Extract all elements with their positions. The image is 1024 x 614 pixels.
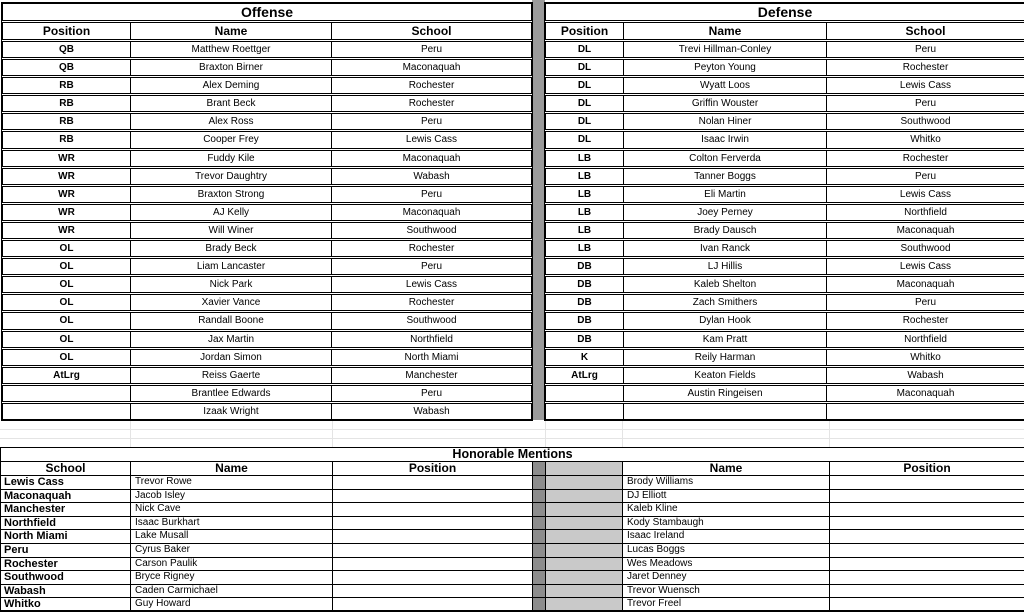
offense-school-cell: Rochester <box>331 241 531 256</box>
defense-row <box>545 294 1024 311</box>
offense-position-cell: OL <box>59 351 74 363</box>
hm-name-left-cell: Bryce Rigney <box>130 571 332 585</box>
defense-school-cell: Northfield <box>826 205 1024 220</box>
hm-spacer-light-cell <box>545 598 622 612</box>
offense-name-cell: Xavier Vance <box>130 295 331 310</box>
defense-row <box>545 113 1024 130</box>
defense-row <box>545 131 1024 148</box>
defense-school-cell: Wabash <box>826 368 1024 383</box>
defense-header-school: School <box>826 23 1024 39</box>
offense-school-cell: Maconaquah <box>331 151 531 166</box>
hm-position-right-cell <box>829 490 1024 504</box>
hm-spacer-light-cell <box>545 571 622 585</box>
offense-position-cell: OL <box>59 333 74 345</box>
defense-row <box>545 77 1024 94</box>
offense-row <box>2 312 532 329</box>
hm-header-position-right: Position <box>829 462 1024 476</box>
gridline <box>0 429 1024 430</box>
offense-row <box>2 385 532 402</box>
offense-name-cell: Brant Beck <box>130 96 331 111</box>
offense-school-cell: Southwood <box>331 313 531 328</box>
hm-spacer-light-cell <box>545 517 622 531</box>
honorable-mentions-table <box>0 447 1024 612</box>
hm-spacer-dark-cell <box>532 544 545 558</box>
defense-position-cell: DB <box>577 279 592 291</box>
defense-name-cell: Tanner Boggs <box>623 169 826 184</box>
hm-position-right-cell <box>829 530 1024 544</box>
hm-position-left-cell <box>332 571 532 585</box>
honorable-mentions-row <box>0 585 1024 599</box>
hm-spacer-dark-cell <box>532 530 545 544</box>
hm-school-cell: North Miami <box>0 530 130 544</box>
offense-school-cell: Southwood <box>331 223 531 238</box>
hm-position-left-cell <box>332 585 532 599</box>
offense-school-cell: North Miami <box>331 350 531 365</box>
defense-name-cell: Kam Pratt <box>623 332 826 347</box>
hm-school-cell: Whitko <box>0 598 130 612</box>
offense-position-cell: RB <box>59 116 74 128</box>
hm-spacer-light-cell <box>545 558 622 572</box>
defense-name-cell: Trevi Hillman-Conley <box>623 42 826 57</box>
defense-row <box>545 385 1024 402</box>
defense-position-cell: AtLrg <box>571 369 598 381</box>
hm-name-right-cell: Wes Meadows <box>622 558 829 572</box>
defense-school-cell: Southwood <box>826 241 1024 256</box>
hm-name-left-cell: Lake Musall <box>130 530 332 544</box>
offense-name-cell: Izaak Wright <box>130 404 331 419</box>
offense-school-cell: Lewis Cass <box>331 277 531 292</box>
defense-row <box>545 59 1024 76</box>
hm-spacer-light-cell <box>545 544 622 558</box>
defense-school-cell: Rochester <box>826 60 1024 75</box>
defense-school-cell: Maconaquah <box>826 223 1024 238</box>
defense-title: Defense <box>545 3 1024 21</box>
offense-position-cell: RB <box>59 98 74 110</box>
defense-name-cell: Austin Ringeisen <box>623 386 826 401</box>
offense-position-cell: OL <box>59 297 74 309</box>
gridline <box>130 421 131 447</box>
offense-name-cell: Fuddy Kile <box>130 151 331 166</box>
gridline <box>0 438 1024 439</box>
offense-header-name: Name <box>130 23 331 39</box>
offense-row <box>2 294 532 311</box>
defense-school-cell: Northfield <box>826 332 1024 347</box>
defense-row <box>545 41 1024 58</box>
offense-position-cell: OL <box>59 315 74 327</box>
honorable-mentions-header-row <box>0 462 1024 476</box>
defense-position-cell: K <box>580 351 589 363</box>
offense-school-cell: Rochester <box>331 295 531 310</box>
hm-school-cell: Maconaquah <box>0 490 130 504</box>
hm-spacer-dark-cell <box>532 571 545 585</box>
hm-spacer-light-cell <box>545 476 622 490</box>
offense-school-cell: Wabash <box>331 404 531 419</box>
defense-school-cell: Peru <box>826 42 1024 57</box>
offense-row <box>2 131 532 148</box>
offense-row <box>2 150 532 167</box>
hm-position-left-cell <box>332 544 532 558</box>
hm-spacer-dark-cell <box>532 490 545 504</box>
offense-name-cell: Will Winer <box>130 223 331 238</box>
hm-header-spacer-light <box>545 462 622 476</box>
offense-position-cell: OL <box>59 261 74 273</box>
hm-name-left-cell: Nick Cave <box>130 503 332 517</box>
defense-position-cell: DB <box>577 333 592 345</box>
defense-row <box>545 258 1024 275</box>
offense-row <box>2 331 532 348</box>
honorable-mentions-row <box>0 476 1024 490</box>
offense-name-cell: Cooper Frey <box>130 132 331 147</box>
hm-position-left-cell <box>332 598 532 612</box>
hm-position-right-cell <box>829 503 1024 517</box>
defense-position-cell: DB <box>577 297 592 309</box>
offense-name-cell: Alex Deming <box>130 78 331 93</box>
offense-school-cell: Wabash <box>331 169 531 184</box>
offense-position-cell: OL <box>59 243 74 255</box>
defense-position-cell: LB <box>577 224 592 236</box>
hm-position-left-cell <box>332 476 532 490</box>
defense-name-cell: Reily Harman <box>623 350 826 365</box>
offense-name-cell: AJ Kelly <box>130 205 331 220</box>
hm-name-left-cell: Carson Paulik <box>130 558 332 572</box>
hm-position-right-cell <box>829 558 1024 572</box>
honorable-mentions-row <box>0 517 1024 531</box>
defense-row <box>545 240 1024 257</box>
defense-school-cell: Maconaquah <box>826 386 1024 401</box>
defense-row <box>545 204 1024 221</box>
defense-table <box>545 3 1024 420</box>
defense-school-cell: Peru <box>826 96 1024 111</box>
defense-row <box>545 331 1024 348</box>
offense-header-row <box>2 22 532 40</box>
hm-spacer-light-cell <box>545 503 622 517</box>
offense-table <box>2 3 532 420</box>
hm-school-cell: Manchester <box>0 503 130 517</box>
offense-position-cell: AtLrg <box>53 369 80 381</box>
offense-position-cell <box>3 404 130 419</box>
offense-position-cell: QB <box>59 44 74 55</box>
defense-row <box>545 150 1024 167</box>
honorable-mentions-row <box>0 571 1024 585</box>
offense-name-cell: Liam Lancaster <box>130 259 331 274</box>
defense-name-cell: Peyton Young <box>623 60 826 75</box>
defense-name-cell: Colton Ferverda <box>623 151 826 166</box>
offense-position-cell: OL <box>59 279 74 291</box>
hm-position-left-cell <box>332 517 532 531</box>
defense-school-cell: Peru <box>826 295 1024 310</box>
hm-name-left-cell: Jacob Isley <box>130 490 332 504</box>
defense-row <box>545 95 1024 112</box>
defense-school-cell: Lewis Cass <box>826 78 1024 93</box>
defense-name-cell: Zach Smithers <box>623 295 826 310</box>
defense-header-position: Position <box>560 24 609 38</box>
gridline <box>622 421 623 447</box>
defense-row <box>545 403 1024 420</box>
defense-position-cell: DB <box>577 261 592 273</box>
defense-name-cell: Nolan Hiner <box>623 114 826 129</box>
offense-header-school: School <box>331 23 531 39</box>
honorable-mentions-row <box>0 558 1024 572</box>
defense-school-cell: Peru <box>826 169 1024 184</box>
defense-position-cell <box>546 386 623 401</box>
defense-school-cell: Southwood <box>826 114 1024 129</box>
offense-name-cell: Trevor Daughtry <box>130 169 331 184</box>
offense-school-cell: Lewis Cass <box>331 132 531 147</box>
defense-school-cell <box>826 404 1024 419</box>
offense-name-cell: Randall Boone <box>130 313 331 328</box>
defense-position-cell: DL <box>577 98 592 110</box>
hm-name-right-cell: Jaret Denney <box>622 571 829 585</box>
hm-spacer-dark-cell <box>532 503 545 517</box>
offense-row <box>2 349 532 366</box>
hm-header-school: School <box>0 462 130 476</box>
hm-name-left-cell: Trevor Rowe <box>130 476 332 490</box>
offense-title: Offense <box>2 3 532 21</box>
hm-school-cell: Wabash <box>0 585 130 599</box>
hm-header-position-left: Position <box>332 462 532 476</box>
defense-name-cell: Joey Perney <box>623 205 826 220</box>
hm-name-left-cell: Guy Howard <box>130 598 332 612</box>
defense-name-cell: Wyatt Loos <box>623 78 826 93</box>
defense-position-cell: LB <box>577 243 592 255</box>
offense-position-cell: WR <box>58 224 75 236</box>
defense-name-cell: Dylan Hook <box>623 313 826 328</box>
offense-row <box>2 258 532 275</box>
defense-school-cell: Maconaquah <box>826 277 1024 292</box>
hm-position-right-cell <box>829 476 1024 490</box>
defense-school-cell: Lewis Cass <box>826 187 1024 202</box>
offense-position-cell: WR <box>58 188 75 200</box>
offense-name-cell: Brady Beck <box>130 241 331 256</box>
offense-row <box>2 41 532 58</box>
defense-position-cell: DL <box>577 134 592 146</box>
offense-row <box>2 59 532 76</box>
hm-position-left-cell <box>332 558 532 572</box>
hm-name-left-cell: Caden Carmichael <box>130 585 332 599</box>
offense-school-cell: Peru <box>331 114 531 129</box>
gridline <box>332 421 333 447</box>
offense-row <box>2 240 532 257</box>
hm-school-cell: Northfield <box>0 517 130 531</box>
offense-school-cell: Maconaquah <box>331 60 531 75</box>
hm-position-right-cell <box>829 544 1024 558</box>
hm-header-name-right: Name <box>622 462 829 476</box>
hm-position-left-cell <box>332 530 532 544</box>
hm-header-spacer-dark <box>532 462 545 476</box>
hm-name-right-cell: Isaac Ireland <box>622 530 829 544</box>
hm-name-left-cell: Cyrus Baker <box>130 544 332 558</box>
defense-header-row <box>545 22 1024 40</box>
offense-name-cell: Jax Martin <box>130 332 331 347</box>
defense-school-cell: Whitko <box>826 132 1024 147</box>
defense-name-cell: Keaton Fields <box>623 368 826 383</box>
defense-name-cell: Isaac Irwin <box>623 132 826 147</box>
offense-school-cell: Rochester <box>331 96 531 111</box>
hm-spacer-dark-cell <box>532 558 545 572</box>
hm-school-cell: Southwood <box>0 571 130 585</box>
offense-school-cell: Rochester <box>331 78 531 93</box>
hm-name-right-cell: Trevor Freel <box>622 598 829 612</box>
table-divider-column <box>532 0 545 420</box>
offense-position-cell: WR <box>58 206 75 218</box>
defense-row <box>545 168 1024 185</box>
hm-school-cell: Lewis Cass <box>0 476 130 490</box>
offense-row <box>2 367 532 384</box>
hm-position-right-cell <box>829 571 1024 585</box>
defense-school-cell: Rochester <box>826 151 1024 166</box>
defense-position-cell: LB <box>577 206 592 218</box>
hm-position-left-cell <box>332 490 532 504</box>
offense-school-cell: Peru <box>331 42 531 57</box>
offense-position-cell: WR <box>58 152 75 164</box>
hm-name-right-cell: DJ Elliott <box>622 490 829 504</box>
offense-position-cell: RB <box>59 134 74 146</box>
offense-row <box>2 77 532 94</box>
hm-spacer-dark-cell <box>532 598 545 612</box>
gridline <box>829 421 830 447</box>
honorable-mentions-row <box>0 503 1024 517</box>
hm-spacer-light-cell <box>545 585 622 599</box>
offense-name-cell: Brantlee Edwards <box>130 386 331 401</box>
hm-school-cell: Rochester <box>0 558 130 572</box>
defense-position-cell: DL <box>577 80 592 92</box>
offense-row <box>2 204 532 221</box>
hm-position-left-cell <box>332 503 532 517</box>
defense-school-cell: Whitko <box>826 350 1024 365</box>
defense-name-cell: LJ Hillis <box>623 259 826 274</box>
hm-name-right-cell: Lucas Boggs <box>622 544 829 558</box>
defense-row <box>545 349 1024 366</box>
hm-school-cell: Peru <box>0 544 130 558</box>
defense-row <box>545 222 1024 239</box>
defense-name-cell <box>623 404 826 419</box>
honorable-mentions-row <box>0 490 1024 504</box>
hm-position-right-cell <box>829 585 1024 599</box>
offense-position-cell: WR <box>58 170 75 182</box>
offense-row <box>2 222 532 239</box>
offense-name-cell: Braxton Strong <box>130 187 331 202</box>
offense-row <box>2 168 532 185</box>
offense-school-cell: Manchester <box>331 368 531 383</box>
offense-name-cell: Matthew Roettger <box>130 42 331 57</box>
honorable-mentions-row <box>0 544 1024 558</box>
defense-row <box>545 186 1024 203</box>
offense-name-cell: Alex Ross <box>130 114 331 129</box>
offense-row <box>2 113 532 130</box>
defense-position-cell: DL <box>577 62 592 74</box>
offense-name-cell: Jordan Simon <box>130 350 331 365</box>
defense-name-cell: Eli Martin <box>623 187 826 202</box>
offense-position-cell <box>3 386 130 401</box>
hm-spacer-dark-cell <box>532 585 545 599</box>
defense-name-cell: Ivan Ranck <box>623 241 826 256</box>
offense-school-cell: Peru <box>331 259 531 274</box>
defense-row <box>545 367 1024 384</box>
hm-name-left-cell: Isaac Burkhart <box>130 517 332 531</box>
defense-position-cell: LB <box>577 170 592 182</box>
hm-spacer-dark-cell <box>532 517 545 531</box>
offense-row <box>2 276 532 293</box>
offense-school-cell: Northfield <box>331 332 531 347</box>
hm-position-right-cell <box>829 598 1024 612</box>
offense-row <box>2 95 532 112</box>
offense-name-cell: Reiss Gaerte <box>130 368 331 383</box>
offense-header-position: Position <box>42 24 91 38</box>
offense-position-cell: RB <box>59 80 74 92</box>
defense-position-cell: DL <box>577 44 592 55</box>
defense-position-cell <box>546 404 623 419</box>
offense-school-cell: Peru <box>331 187 531 202</box>
gridline <box>545 421 546 447</box>
defense-school-cell: Rochester <box>826 313 1024 328</box>
offense-row <box>2 186 532 203</box>
honorable-mentions-row <box>0 598 1024 612</box>
offense-name-cell: Braxton Birner <box>130 60 331 75</box>
offense-position-cell: QB <box>59 62 74 74</box>
defense-position-cell: DL <box>577 116 592 128</box>
defense-name-cell: Brady Dausch <box>623 223 826 238</box>
hm-name-right-cell: Brody Williams <box>622 476 829 490</box>
defense-row <box>545 312 1024 329</box>
offense-name-cell: Nick Park <box>130 277 331 292</box>
offense-school-cell: Maconaquah <box>331 205 531 220</box>
defense-row <box>545 276 1024 293</box>
hm-spacer-dark-cell <box>532 476 545 490</box>
defense-name-cell: Griffin Wouster <box>623 96 826 111</box>
hm-name-right-cell: Trevor Wuensch <box>622 585 829 599</box>
hm-header-name-left: Name <box>130 462 332 476</box>
hm-name-right-cell: Kaleb Kline <box>622 503 829 517</box>
defense-name-cell: Kaleb Shelton <box>623 277 826 292</box>
defense-position-cell: LB <box>577 152 592 164</box>
offense-row <box>2 403 532 420</box>
hm-spacer-light-cell <box>545 530 622 544</box>
defense-school-cell: Lewis Cass <box>826 259 1024 274</box>
honorable-mentions-row <box>0 530 1024 544</box>
defense-header-name: Name <box>623 23 826 39</box>
offense-school-cell: Peru <box>331 386 531 401</box>
defense-position-cell: LB <box>577 188 592 200</box>
defense-position-cell: DB <box>577 315 592 327</box>
hm-name-right-cell: Kody Stambaugh <box>622 517 829 531</box>
honorable-mentions-title: Honorable Mentions <box>0 447 1024 462</box>
hm-spacer-light-cell <box>545 490 622 504</box>
hm-position-right-cell <box>829 517 1024 531</box>
